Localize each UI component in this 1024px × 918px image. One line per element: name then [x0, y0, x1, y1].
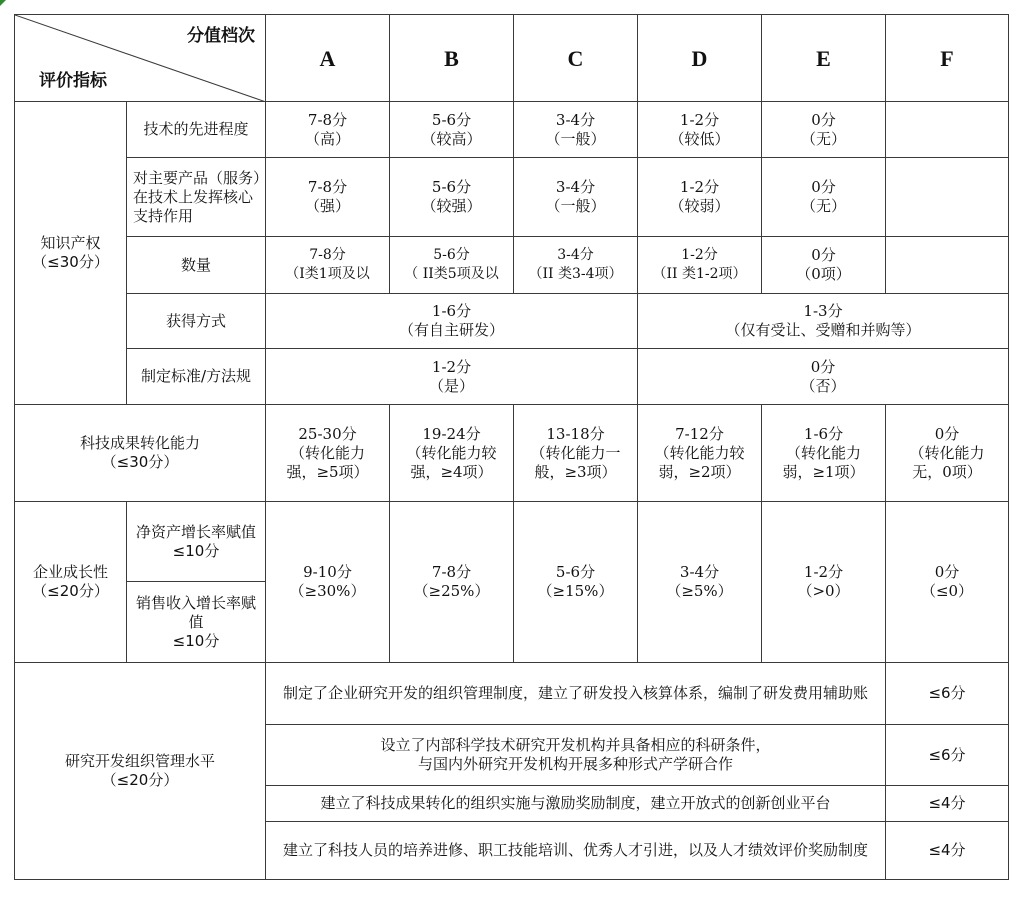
table-cell: 1-6分 （有自主研发） — [266, 294, 638, 349]
table-cell: 1-3分 （仅有受让、受赠和并购等） — [638, 294, 1009, 349]
table-row — [15, 502, 1009, 582]
table-cell: 25-30分 （转化能力 强，≥5项） — [266, 405, 390, 502]
table-row — [15, 158, 1009, 237]
table-cell: 0分 （否） — [638, 349, 1009, 405]
table-cell: 1-6分 （转化能力 弱，≥1项） — [762, 405, 886, 502]
table-cell: 1-2分 （较弱） — [638, 158, 762, 237]
table-cell — [886, 102, 1009, 158]
table-cell: 5-6分 （≥15%） — [514, 502, 638, 663]
rd-item-score: ≤4分 — [886, 786, 1009, 822]
rd-category-label: 研究开发组织管理水平 （≤20分） — [15, 663, 266, 880]
table-cell — [886, 158, 1009, 237]
rd-item-text: 制定了企业研究开发的组织管理制度，建立了研发投入核算体系，编制了研发费用辅助账 — [266, 663, 886, 725]
table-cell: 13-18分 （转化能力一 般，≥3项） — [514, 405, 638, 502]
table-cell: 5-6分 （ II类5项及以 — [390, 237, 514, 294]
table-cell: 3-4分 （一般） — [514, 158, 638, 237]
grade-c-header: C — [514, 15, 638, 102]
table-cell: 3-4分 （一般） — [514, 102, 638, 158]
header-corner-cell — [15, 15, 266, 102]
table-row — [15, 349, 1009, 405]
growth-net-asset-label: 净资产增长率赋值 ≤10分 — [127, 502, 266, 582]
table-cell: 0分 （转化能力 无，0项） — [886, 405, 1009, 502]
table-cell: 7-8分 （强） — [266, 158, 390, 237]
table-cell: 3-4分 （≥5%） — [638, 502, 762, 663]
evaluation-table — [14, 14, 1009, 880]
table-row — [15, 405, 1009, 502]
indicator-header-label: 评价指标 — [39, 71, 107, 91]
table-cell: 0分 （无） — [762, 102, 886, 158]
table-row — [15, 294, 1009, 349]
table-cell: 7-12分 （转化能力较 弱，≥2项） — [638, 405, 762, 502]
ip-advancement-label: 技术的先进程度 — [127, 102, 266, 158]
table-cell: 5-6分 （较高） — [390, 102, 514, 158]
ip-category-label: 知识产权 （≤30分） — [15, 102, 127, 405]
table-cell: 5-6分 （较强） — [390, 158, 514, 237]
rd-item-score: ≤4分 — [886, 822, 1009, 880]
table-cell: 1-2分 （是） — [266, 349, 638, 405]
grade-a-header: A — [266, 15, 390, 102]
grade-b-header: B — [390, 15, 514, 102]
table-cell: 9-10分 （≥30%） — [266, 502, 390, 663]
table-row — [15, 102, 1009, 158]
table-cell: 7-8分 （≥25%） — [390, 502, 514, 663]
table-cell: 0分 （无） — [762, 158, 886, 237]
table-cell: 7-8分 （I类1项及以 — [266, 237, 390, 294]
table-cell: 7-8分 （高） — [266, 102, 390, 158]
table-cell: 1-2分 （较低） — [638, 102, 762, 158]
ip-obtain-method-label: 获得方式 — [127, 294, 266, 349]
table-cell: 0分 （≤0） — [886, 502, 1009, 663]
table-row — [15, 663, 1009, 725]
grade-header-label: 分值档次 — [187, 26, 255, 46]
header-row — [15, 15, 1009, 102]
grade-e-header: E — [762, 15, 886, 102]
ip-standard-label: 制定标准/方法规 — [127, 349, 266, 405]
corner-mark — [0, 0, 6, 6]
rd-item-text: 设立了内部科学技术研究开发机构并具备相应的科研条件， 与国内外研究开发机构开展多种形式产学研合作 — [266, 725, 886, 786]
growth-sales-label: 销售收入增长率赋值 ≤10分 — [127, 582, 266, 663]
table-cell — [886, 237, 1009, 294]
ip-quantity-label: 数量 — [127, 237, 266, 294]
table-row — [15, 237, 1009, 294]
grade-f-header: F — [886, 15, 1009, 102]
ip-core-support-label: 对主要产品（服务）在技术上发挥核心支持作用 — [127, 158, 266, 237]
rd-item-text: 建立了科技成果转化的组织实施与激励奖励制度，建立开放式的创新创业平台 — [266, 786, 886, 822]
table-cell: 0分 （0项） — [762, 237, 886, 294]
table-cell: 3-4分 （II 类3-4项） — [514, 237, 638, 294]
transform-category-label: 科技成果转化能力 （≤30分） — [15, 405, 266, 502]
rd-item-text: 建立了科技人员的培养进修、职工技能培训、优秀人才引进，以及人才绩效评价奖励制度 — [266, 822, 886, 880]
growth-category-label: 企业成长性 （≤20分） — [15, 502, 127, 663]
rd-item-score: ≤6分 — [886, 725, 1009, 786]
rd-item-score: ≤6分 — [886, 663, 1009, 725]
evaluation-table-wrapper — [14, 14, 1009, 880]
grade-d-header: D — [638, 15, 762, 102]
table-cell: 19-24分 （转化能力较 强，≥4项） — [390, 405, 514, 502]
table-cell: 1-2分 （>0） — [762, 502, 886, 663]
table-cell: 1-2分 （II 类1-2项） — [638, 237, 762, 294]
